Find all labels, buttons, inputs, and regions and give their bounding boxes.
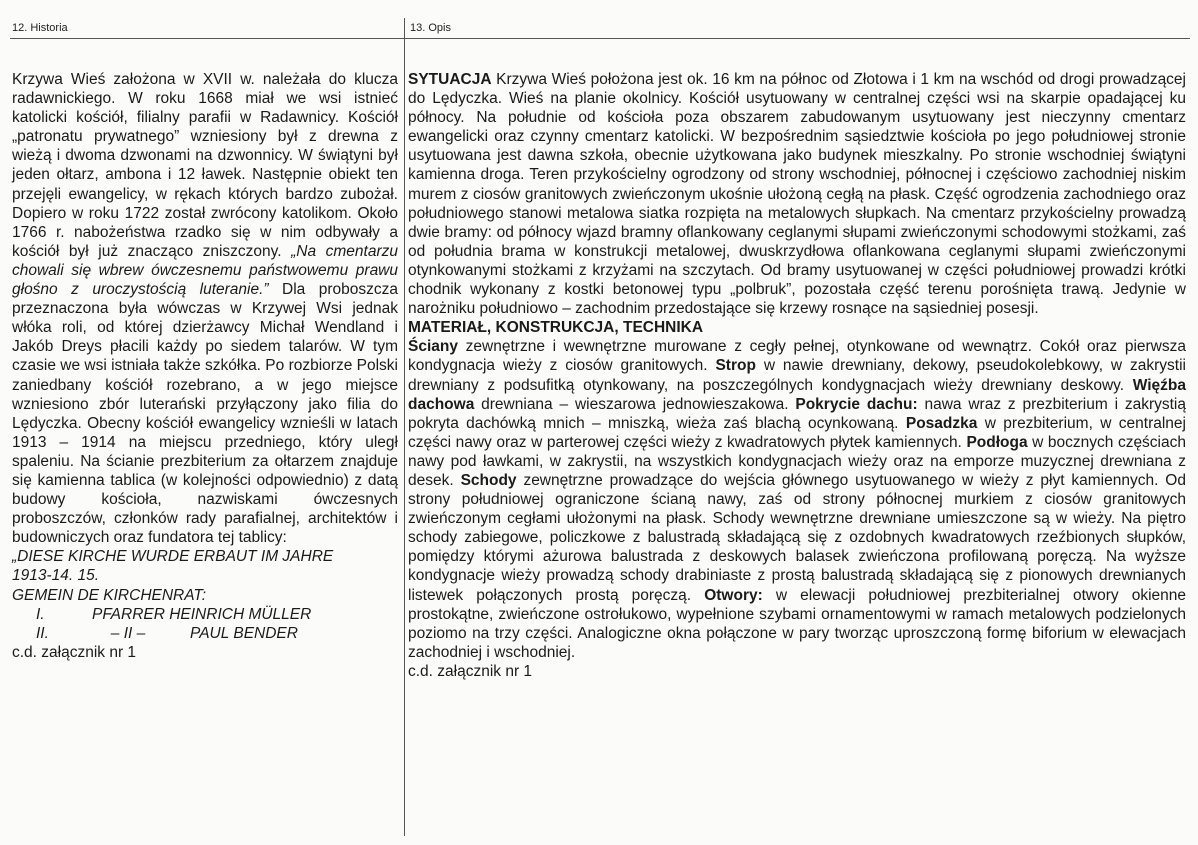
inscription-row: [12, 624, 398, 643]
sytuacja-paragraph: [408, 70, 1186, 318]
schody-label: Schody: [460, 471, 517, 489]
posadzka-text: w prezbiterium, w centralnej części nawy oraz w parterowej części wieży z kwadratowych płytek kamiennych.: [408, 414, 1186, 451]
wiezba-label: Więźba dachowa: [408, 376, 1186, 413]
schody-text: zewnętrzne prowadzące do wejścia głównego usytuowanego w wieży z płyt kamiennych. Od strony południowej ograniczone ścianą nawy, zaś od strony północnej murkiem z ciosów granitowych zwieńczonym cegłami ułożonymi na płask. Schody wewnętrzne drewniane umieszczone są w wieży. Na piętro schody zabiegowe, policzkowe z balustradą składającą się z ozdobnych kwadratowych rzeźbionych słupków, pomiędzy którymi ażurowa balustrada z deskowych balasek zwieńczona profilowaną poręczą. Na wyższe kondygnacje wieży prowadzą schody drabiniaste z prostą balustradą składającą się z pionowych drewnianych listewek połączonych prostą poręczą.: [408, 471, 1186, 604]
sciany-text: zewnętrzne i wewnętrzne murowane z cegły pełnej, otynkowane od wewnątrz. Cokół oraz pierwsza kondygnacja wieży z ciosów granitowych.: [408, 338, 1186, 375]
posadzka-label: Posadzka: [905, 414, 978, 432]
column-divider: [404, 18, 405, 836]
historia-text: [12, 70, 398, 547]
sciany-label: Ściany: [408, 338, 458, 356]
header-divider: [10, 38, 1190, 39]
inscription-row-number: I.: [36, 605, 45, 623]
historia-para-2: Dla proboszcza przeznaczona była wówczas w Krzywej Wsi jednak włóka roli, od której dzierżawcy Michał Wendland i Jakób Dreys płacili każdy po siedem talarów. W tym czasie we wsi istniała także szkółka. Po rozbiorze Polski zaniedbany kościół rozebrano, a w jego miejsce wzniesiono zbór luterański przyłączony jako filia do Lędyczka. Obecny kościół ewangelicy wznieśli w latach 1913 – 1914 na miejscu przedniego, który uległ spaleniu. Na ścianie prezbiterium za ołtarzem znajduje się kamienna tablica (w kolejności odpowiednio) z datą budowy kościoła, nazwiskami ówczesnych proboszczów, członków rady parafialnej, architektów i budowniczych oraz fundatora tej tablicy:: [12, 281, 398, 547]
pokrycie-text: nawa wraz z prezbiterium i zakrystią pokryta dachówką mnich – mniszką, wieża zaś blachą ocynkowaną.: [408, 395, 1186, 432]
material-paragraph: [408, 337, 1186, 662]
otwory-text: w elewacji południowej prezbiterialnej otwory okienne prostokątne, zwieńczone ostrołukowo, wypełnione szybami ornamentowymi w ramach metalowych podzielonych poziomo na trzy części. Analogiczne okna połączone w pary tworząc uproszczoną formę biforium w elewacjach zachodniej i wschodniej.: [408, 586, 1186, 661]
podloga-label: Podłoga: [966, 433, 1028, 451]
opis-continued-note: c.d. załącznik nr 1: [408, 662, 533, 680]
section-label-opis: 13. Opis: [410, 22, 451, 34]
historia-continued-note: c.d. załącznik nr 1: [12, 643, 137, 661]
historia-quote: „Na cmentarzu chowali się wbrew ówczesnemu państwowemu prawu głośno z uroczystością luteranie.”: [12, 242, 398, 299]
sytuacja-heading: SYTUACJA: [408, 71, 492, 88]
section-label-historia: 12. Historia: [12, 22, 68, 34]
strop-label: Strop: [715, 357, 756, 375]
inscription-line-1: „DIESE KIRCHE WURDE ERBAUT IM JAHRE: [12, 548, 334, 566]
inscription-line-2: 1913-14. 15.: [12, 567, 100, 585]
inscription-row-number: II.: [36, 624, 49, 642]
inscription-row-name: PFARRER HEINRICH MÜLLER: [92, 605, 312, 623]
inscription-line-3: GEMEIN DE KIRCHENRAT:: [12, 586, 207, 604]
wiezba-text: drewniana – wieszarowa jednowieszakowa.: [474, 395, 796, 413]
historia-para-1: Krzywa Wieś założona w XVII w. należała do klucza radawnickiego. W roku 1668 miał we wsi istnieć katolicki kościół, filialny parafii w Radawnicy. Kościół „patronatu prywatnego” wzniesiony był z drewna z wieżą i dwoma dzwonami na dzwonnicy. W świątyni był jeden ołtarz, ambona i 12 ławek. Następnie obiekt ten przejęli ewangelicy, w rękach których bardzo zubożał. Dopiero w roku 1722 został zwrócony katolikom. Około 1766 r. nabożeństwa rzadko się w nim odbywały a kościół był już znacząco zniszczony.: [12, 71, 398, 260]
inscription-row: [12, 605, 398, 624]
inscription-row-separator: – II –: [110, 624, 146, 642]
inscription-row-name: PAUL BENDER: [190, 624, 298, 642]
material-heading: MATERIAŁ, KONSTRUKCJA, TECHNIKA: [408, 319, 704, 337]
sytuacja-text: Krzywa Wieś położona jest ok. 16 km na północ od Złotowa i 1 km na wschód od drogi prowadzącej do Lędyczka. Wieś na planie okolnicy. Kościół usytuowany w centralnej części wsi na skarpie opadającej ku północy. Na południe od kościoła poza obszarem zabudowanym usytuowany jest nieczynny cmentarz ewangelicki oraz czynny cmentarz katolicki. W bezpośrednim sąsiedztwie kościoła po jego południowej stronie usytuowana jest dawna szkoła, obecnie użytkowana jako budynek mieszkalny. Po stronie wschodniej świątyni kamienna droga. Teren przykościelny ogrodzony od strony wschodniej, północnej i częściowo zachodniej niskim murem z ciosów granitowych zwieńczonym ukośnie ułożoną cegłą na płask. Część ogrodzenia zachodniego oraz południowego stanowi metalowa siatka rozpięta na metalowych słupkach. Na cmentarz przykościelny prowadzą dwie bramy: od północy wjazd bramny oflankowany ceglanymi słupami zwieńczonymi schodowymi stożkami, zaś od południa brama w konstrukcji metalowej, dwuskrzydłowa oflankowana ceglanymi słupami zwieńczonymi otynkowanymi stożkami z krzyżami na szczytach. Od bramy usytuowanej w części południowej prowadzi krótki chodnik wykonany z kostki betonowej typu „polbruk”, pozostała część terenu porośnięta trawą. Jedynie w narożniku południowo – zachodnim przedostające się krzewy rosnące na sąsiedniej posesji.: [408, 71, 1186, 318]
strop-text: w nawie drewniany, dekowy, pseudokolebkowy, w zakrystii drewniany z podsufitką otynkowany, na poszczególnych kondygnacjach wieży drewniany deskowy.: [408, 357, 1186, 394]
opis-column: [408, 70, 1186, 681]
otwory-label: Otwory:: [704, 586, 763, 604]
historia-column: [12, 70, 398, 662]
podloga-text: w bocznych częściach nawy pod ławkami, w zakrystii, na wszystkich kondygnacjach wieży oraz na emporze muzycznej drewniana z desek.: [408, 433, 1186, 489]
pokrycie-label: Pokrycie dachu:: [795, 395, 918, 413]
